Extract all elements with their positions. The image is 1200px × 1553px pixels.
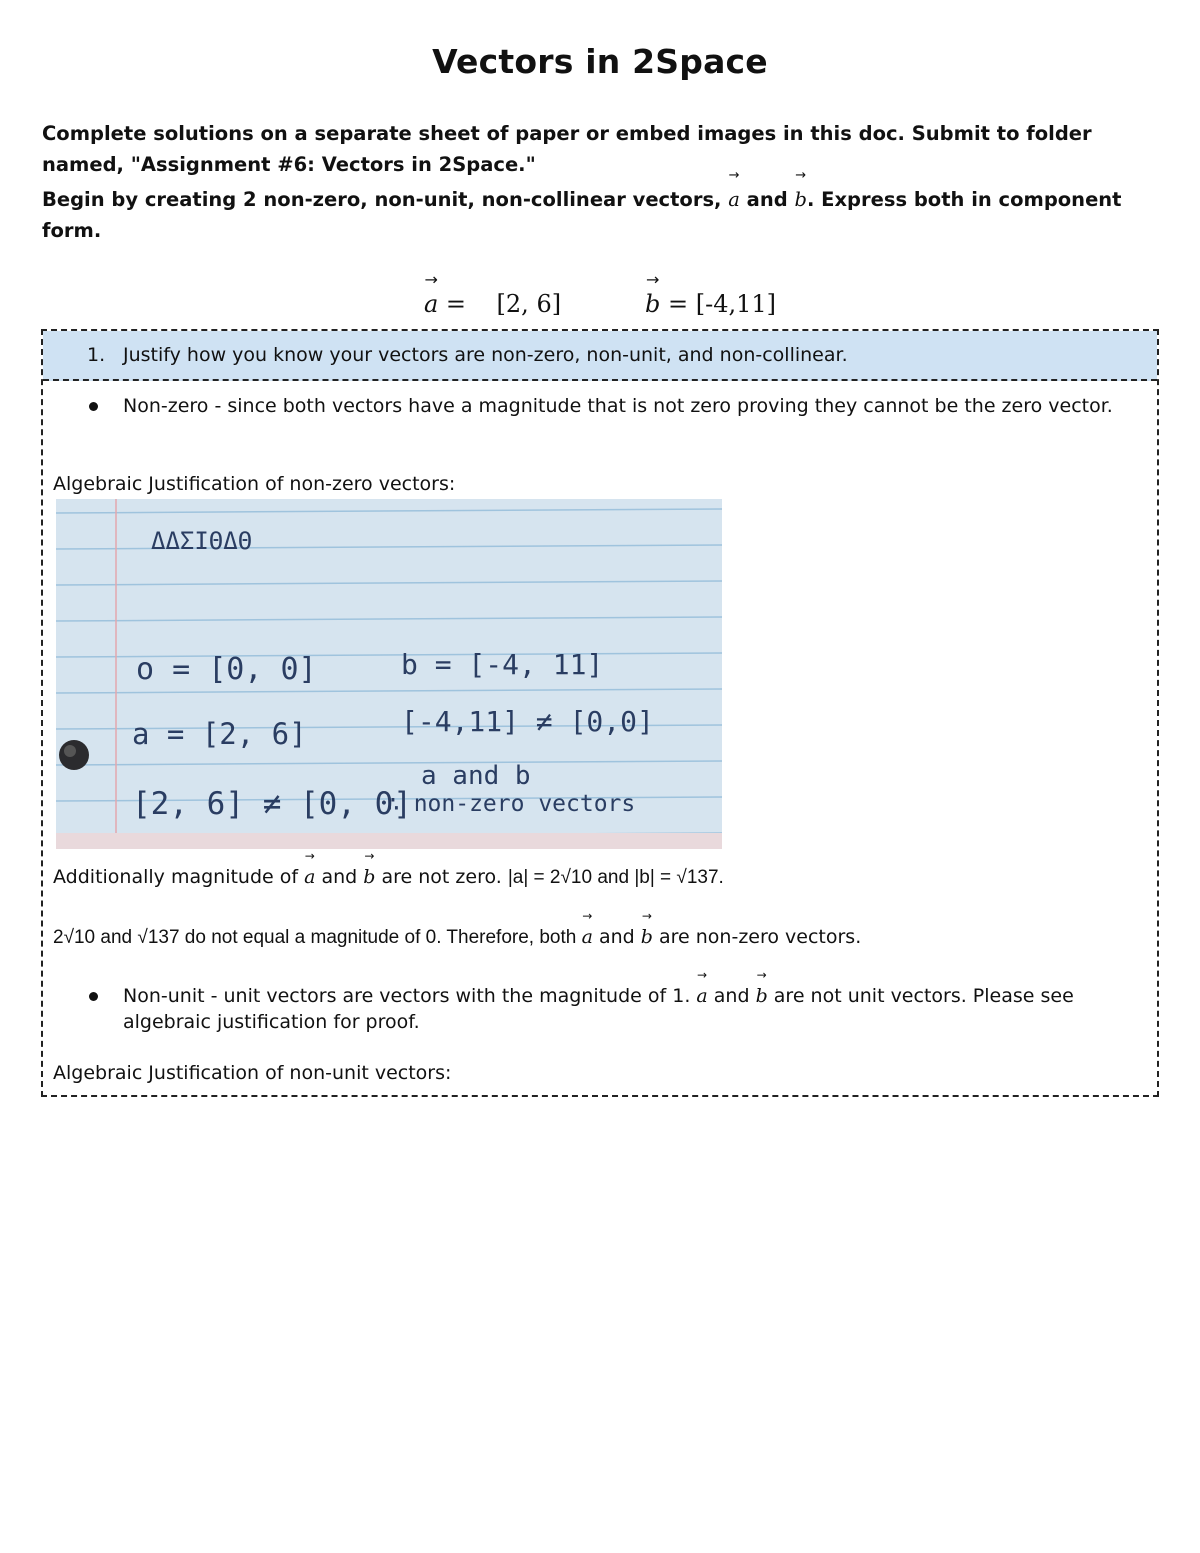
magnitude-text: Additionally magnitude of [53, 866, 305, 888]
magnitude-text: are not zero. [375, 866, 508, 888]
handwritten-work-photo [56, 499, 722, 849]
arrow-icon: → [697, 968, 708, 982]
vector-a-symbol [581, 909, 593, 950]
arrow-icon: → [364, 849, 375, 863]
spacer [561, 290, 645, 318]
bullet-text: are not unit vectors. Please see algebraic justification for proof. [123, 985, 1074, 1033]
arrow-icon: → [756, 968, 767, 982]
vector-a-value: = [2, 6] [438, 290, 562, 318]
bullet-text: Non-zero - since both vectors have a magnitude that is not zero proving they cannot be the zero vector. [123, 395, 1113, 417]
instructions [42, 118, 1162, 250]
bullet-text: and [707, 985, 756, 1007]
vector-letter: a [423, 290, 439, 318]
algebraic-nonunit-label: Algebraic Justification of non-unit vectors: [53, 1062, 452, 1084]
magnitude-text: and [315, 866, 364, 888]
bullet-text: Non-unit - unit vectors are vectors with the magnitude of 1. [123, 985, 697, 1007]
arrow-icon: → [304, 849, 315, 863]
question-text: Justify how you know your vectors are non-zero, non-unit, and non-collinear. [123, 344, 848, 366]
vector-letter: b [645, 290, 661, 318]
bullet-non-zero [123, 393, 1143, 419]
notebook-paper [56, 499, 722, 849]
vector-b-symbol [363, 849, 376, 890]
handwritten-a-and-b: a and b [421, 761, 531, 791]
algebraic-nonzero-label: Algebraic Justification of non-zero vectors: [53, 473, 456, 495]
question-number: 1. [87, 344, 106, 366]
bullet-non-unit [123, 968, 1143, 1035]
vector-letter: b [794, 188, 807, 211]
instructions-text: Begin by creating 2 non-zero, non-unit, non-collinear vectors, [42, 188, 729, 211]
handwritten-zero-vector: o = [0, 0] [136, 652, 317, 687]
conclusion-text: 2√10 and √137 do not equal a magnitude of 0. Therefore, both [53, 927, 582, 948]
conclusion-statement [53, 909, 1143, 951]
bullet-icon [89, 992, 98, 1001]
handwritten-conclusion: ∴ non-zero vectors [386, 791, 636, 817]
vector-definitions [0, 270, 1200, 318]
vector-a-symbol [696, 968, 708, 1009]
handwritten-b-not-zero: [-4,11] ≠ [0,0] [401, 705, 654, 738]
handwritten-a-vector: a = [2, 6] [132, 717, 307, 751]
arrow-icon: → [795, 168, 807, 183]
vector-b-symbol [794, 168, 807, 215]
vector-b-value: = [-4,11] [660, 290, 777, 318]
bullet-icon [89, 402, 98, 411]
handwritten-b-vector: b = [-4, 11] [401, 648, 604, 681]
vector-letter: a [304, 866, 316, 888]
handwritten-scribble: ΔΔΣΙΘΔΘ [151, 527, 253, 555]
instructions-text: and [739, 188, 795, 211]
conclusion-text: are non-zero vectors. [652, 926, 862, 948]
arrow-icon: → [641, 909, 652, 923]
arrow-icon: → [728, 168, 740, 183]
vector-letter: a [581, 926, 593, 948]
arrow-icon: → [645, 270, 660, 289]
magnitude-values: |a| = 2√10 and |b| = √137. [507, 867, 724, 888]
arrow-icon: → [582, 909, 593, 923]
vector-letter: b [363, 866, 376, 888]
magnitude-statement [53, 849, 1143, 891]
vector-letter: b [755, 985, 768, 1007]
conclusion-text: and [592, 926, 641, 948]
vector-letter: a [696, 985, 708, 1007]
arrow-icon: → [424, 270, 438, 289]
vector-b-symbol [755, 968, 768, 1009]
vector-letter: b [640, 926, 653, 948]
question-header [43, 331, 1157, 381]
vector-b-symbol [640, 909, 653, 950]
vector-a-symbol [423, 270, 439, 318]
vector-letter: a [728, 188, 740, 211]
instructions-line-2 [42, 168, 1162, 246]
instructions-line-1: Complete solutions on a separate sheet of paper or embed images in this doc. Submit to folder named, "Assignment #6: Vectors in 2Space." [42, 122, 1092, 176]
document-title: Vectors in 2Space [432, 42, 768, 81]
answer-box [41, 329, 1159, 1097]
instructions-text: . Express both in component form. [42, 188, 1122, 242]
handwritten-a-not-zero: [2, 6] ≠ [0, 0] [132, 786, 412, 822]
vector-b-symbol [645, 270, 661, 318]
vector-a-symbol [728, 168, 740, 215]
vector-a-symbol [304, 849, 316, 890]
